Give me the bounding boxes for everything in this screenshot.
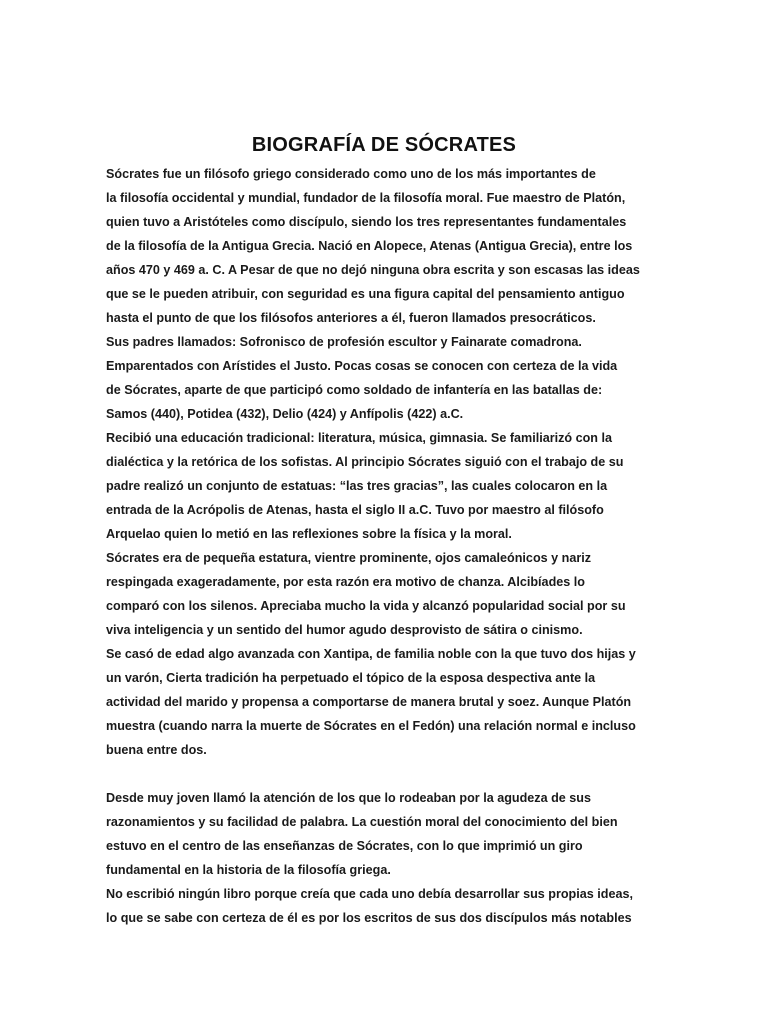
text-line: razonamientos y su facilidad de palabra. La cuestión moral del conocimiento del bien	[106, 815, 618, 829]
text-line: Emparentados con Arístides el Justo. Pocas cosas se conocen con certeza de la vida	[106, 359, 618, 373]
text-line: comparó con los silenos. Apreciaba mucho la vida y alcanzó popularidad social por su	[106, 599, 626, 613]
text-line: Se casó de edad algo avanzada con Xantipa, de familia noble con la que tuvo dos hijas y	[106, 647, 636, 661]
text-line: Desde muy joven llamó la atención de los que lo rodeaban por la agudeza de sus	[106, 791, 591, 805]
text-line: No escribió ningún libro porque creía que cada uno debía desarrollar sus propias ideas,	[106, 887, 633, 901]
text-line: entrada de la Acrópolis de Atenas, hasta el siglo II a.C. Tuvo por maestro al filósofo	[106, 503, 604, 517]
text-line: respingada exageradamente, por esta razón era motivo de chanza. Alcibíades lo	[106, 575, 585, 589]
paragraph-gap	[106, 762, 666, 786]
text-line: Recibió una educación tradicional: literatura, música, gimnasia. Se familiarizó con la	[106, 431, 612, 445]
document-title: BIOGRAFÍA DE SÓCRATES	[251, 134, 517, 156]
text-line: la filosofía occidental y mundial, fundador de la filosofía moral. Fue maestro de Platón,	[106, 191, 626, 205]
text-line: muestra (cuando narra la muerte de Sócrates en el Fedón) una relación normal e incluso	[106, 719, 636, 733]
text-line: Arquelao quien lo metió en las reflexiones sobre la física y la moral.	[106, 527, 512, 541]
text-line: que se le pueden atribuir, con seguridad es una figura capital del pensamiento antiguo	[106, 287, 625, 301]
document-body	[106, 162, 666, 930]
text-line: fundamental en la historia de la filosofía griega.	[106, 863, 391, 877]
text-line: Sócrates era de pequeña estatura, vientre prominente, ojos camaleónicos y nariz	[106, 551, 592, 565]
text-line: Sus padres llamados: Sofronisco de profesión escultor y Fainarate comadrona.	[106, 335, 582, 349]
text-line: hasta el punto de que los filósofos anteriores a él, fueron llamados presocráticos.	[106, 311, 596, 325]
text-line: años 470 y 469 a. C. A Pesar de que no dejó ninguna obra escrita y son escasas las ideas	[106, 263, 640, 277]
text-line: Samos (440), Potidea (432), Delio (424) y Anfípolis (422) a.C.	[106, 407, 464, 421]
text-line: dialéctica y la retórica de los sofistas. Al principio Sócrates siguió con el trabajo de su	[106, 455, 624, 469]
text-line: padre realizó un conjunto de estatuas: “las tres gracias”, las cuales colocaron en la	[106, 479, 608, 493]
text-line: de la filosofía de la Antigua Grecia. Nació en Alopece, Atenas (Antigua Grecia), entre los	[106, 239, 633, 253]
text-line: lo que se sabe con certeza de él es por los escritos de sus dos discípulos más notables	[106, 911, 632, 925]
text-line: un varón, Cierta tradición ha perpetuado el tópico de la esposa despectiva ante la	[106, 671, 596, 685]
text-line: quien tuvo a Aristóteles como discípulo, siendo los tres representantes fundamentales	[106, 215, 627, 229]
text-line: actividad del marido y propensa a comportarse de manera brutal y soez. Aunque Platón	[106, 695, 632, 709]
text-line: Sócrates fue un filósofo griego considerado como uno de los más importantes de	[106, 167, 596, 181]
text-line: buena entre dos.	[106, 743, 207, 757]
text-line: viva inteligencia y un sentido del humor agudo desprovisto de sátira o cinismo.	[106, 623, 583, 637]
text-line: de Sócrates, aparte de que participó como soldado de infantería en las batallas de:	[106, 383, 603, 397]
text-line: estuvo en el centro de las enseñanzas de Sócrates, con lo que imprimió un giro	[106, 839, 583, 853]
